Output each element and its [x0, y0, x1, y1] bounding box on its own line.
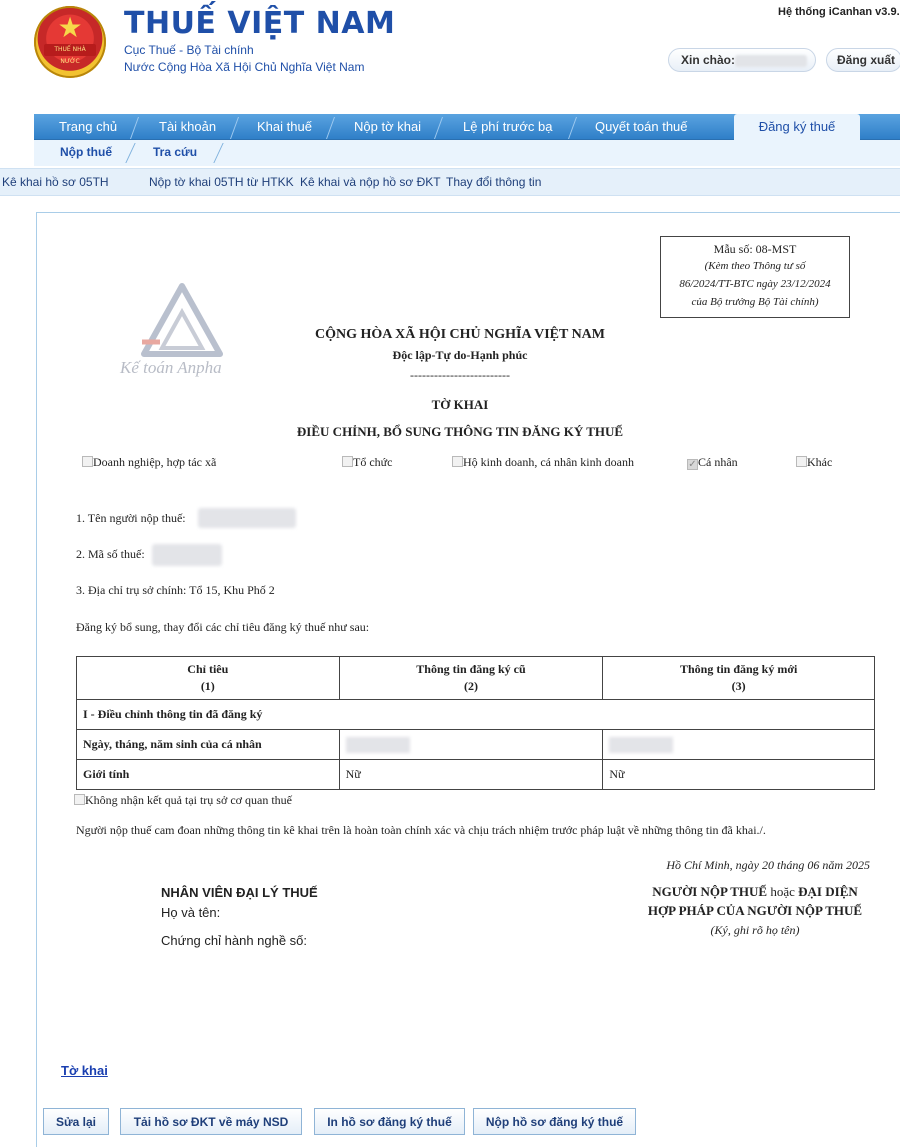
- menu-ke-khai-nop-dkt[interactable]: Kê khai và nộp hồ sơ ĐKT: [300, 175, 441, 189]
- checkbox-no-result[interactable]: [74, 793, 292, 808]
- col-old-info: [339, 657, 603, 700]
- checkbox-doanh-nghiep[interactable]: [82, 455, 216, 470]
- checkbox-label: Khác: [807, 455, 833, 469]
- taxpayer-type-row: [0, 455, 900, 475]
- submit-dkt-button[interactable]: Nộp hồ sơ đăng ký thuế: [473, 1108, 636, 1135]
- to-khai-link[interactable]: Tờ khai: [61, 1063, 108, 1078]
- tab-le-phi-truoc-ba[interactable]: Lệ phí trước bạ: [463, 119, 553, 134]
- tax-emblem-logo: [34, 6, 106, 78]
- nav-separator: [568, 114, 578, 140]
- dang-ky-thue-menu: [0, 168, 900, 196]
- greeting-label: Xin chào:: [681, 53, 736, 67]
- row-label: Giới tính: [77, 760, 340, 790]
- nav-separator: [326, 114, 336, 140]
- checkbox-label: Không nhận kết quả tại trụ sở cơ quan thuế: [85, 793, 292, 807]
- nation-heading: CỘNG HÒA XÃ HỘI CHỦ NGHĨA VIỆT NAM: [314, 327, 605, 342]
- header-title: Thông tin đăng ký mới: [679, 662, 798, 676]
- old-dob-cell: [339, 730, 603, 760]
- menu-nop-to-khai-05th[interactable]: Nộp tờ khai 05TH từ HTKK: [149, 175, 294, 189]
- tab-trang-chu[interactable]: Trang chủ: [59, 119, 118, 134]
- payer-title-or: hoặc: [770, 884, 795, 899]
- divider-line: -------------------------: [410, 368, 510, 382]
- header-num: (1): [200, 679, 215, 693]
- section-title: I - Điều chỉnh thông tin đã đăng ký: [77, 700, 875, 730]
- checkbox-label: Doanh nghiệp, hợp tác xã: [93, 455, 217, 469]
- menu-thay-doi-thong-tin[interactable]: Thay đổi thông tin: [446, 175, 542, 189]
- header-num: (2): [463, 679, 478, 693]
- new-gender-cell: Nữ: [603, 760, 875, 790]
- nav-separator: [230, 114, 240, 140]
- payer-signature-title: [620, 884, 890, 900]
- table-header-row: [77, 657, 875, 700]
- checkbox-label: Hộ kinh doanh, cá nhân kinh doanh: [463, 455, 634, 469]
- header-num: (3): [731, 679, 746, 693]
- taxpayer-name-label: 1. Tên người nộp thuế:: [76, 511, 186, 525]
- new-dob-cell: [603, 730, 875, 760]
- brand-title: THUẾ VIỆT NAM: [124, 6, 396, 41]
- agent-cert-label: Chứng chỉ hành nghề số:: [161, 933, 308, 948]
- form-number: Mẫu số: 08-MST: [713, 242, 797, 256]
- new-dob-redacted: [609, 737, 673, 753]
- payer-title-part: NGƯỜI NỘP THUẾ: [652, 884, 768, 899]
- tax-code-label: 2. Mã số thuế:: [76, 547, 145, 561]
- username-redacted: [735, 55, 807, 67]
- agent-name-label: Họ và tên:: [161, 905, 221, 920]
- commitment-text: Người nộp thuế cam đoan những thông tin kê khai trên là hoàn toàn chính xác và chịu trách nhiệm trước pháp luật về những thông tin đã khai./.: [76, 823, 766, 837]
- agent-title: NHÂN VIÊN ĐẠI LÝ THUẾ: [161, 885, 318, 900]
- col-new-info: [603, 657, 875, 700]
- subtab-tra-cuu[interactable]: Tra cứu: [153, 145, 198, 159]
- site-header: [0, 0, 900, 108]
- watermark-text: Kế toán Anpha: [120, 358, 222, 377]
- main-nav: [34, 114, 900, 140]
- tax-code-redacted: [152, 544, 222, 566]
- payer-signature-note: (Ký, ghi rõ họ tên): [710, 923, 800, 937]
- table-section-row: [77, 700, 875, 730]
- menu-ke-khai-05th[interactable]: Kê khai hồ sơ 05TH: [2, 175, 109, 189]
- checkbox-khac[interactable]: [796, 455, 832, 470]
- payer-signature-title-2: HỢP PHÁP CỦA NGƯỜI NỘP THUẾ: [647, 903, 863, 918]
- date-line: Hồ Chí Minh, ngày 20 tháng 06 năm 2025: [666, 858, 870, 872]
- download-dkt-button[interactable]: Tải hồ sơ ĐKT về máy NSD: [120, 1108, 302, 1135]
- form-circular-line: (Kèm theo Thông tư số: [704, 260, 806, 272]
- old-dob-redacted: [346, 737, 410, 753]
- motto: Độc lập-Tự do-Hạnh phúc: [392, 348, 528, 362]
- form-circular-issuer: của Bộ trưởng Bộ Tài chính): [691, 296, 819, 308]
- tab-dang-ky-thue[interactable]: Đăng ký thuế: [734, 114, 860, 141]
- row-label: Ngày, tháng, năm sinh của cá nhân: [77, 730, 340, 760]
- col-chi-tieu: [77, 657, 340, 700]
- star-icon: ★: [57, 11, 83, 44]
- nav-separator: [213, 143, 223, 163]
- brand-subtitle-1: Cục Thuế - Bộ Tài chính: [124, 43, 254, 57]
- registration-table: [76, 656, 875, 790]
- nav-separator: [434, 114, 444, 140]
- form-number-box: [660, 236, 850, 318]
- table-row: [77, 730, 875, 760]
- old-gender-cell: Nữ: [339, 760, 603, 790]
- greeting-box: [668, 48, 816, 72]
- form-subtitle: ĐIỀU CHỈNH, BỔ SUNG THÔNG TIN ĐĂNG KÝ THUẾ: [296, 424, 624, 439]
- table-row: [77, 760, 875, 790]
- header-title: Thông tin đăng ký cũ: [416, 662, 526, 676]
- form-title: TỜ KHAI: [431, 397, 489, 412]
- subtab-nop-thue[interactable]: Nộp thuế: [60, 145, 112, 159]
- checkbox-ho-kinh-doanh[interactable]: [452, 455, 634, 470]
- nav-separator: [125, 143, 135, 163]
- sub-nav: [34, 140, 900, 166]
- print-dkt-button[interactable]: In hồ sơ đăng ký thuế: [314, 1108, 465, 1135]
- header-title: Chỉ tiêu: [187, 662, 229, 676]
- tab-khai-thue[interactable]: Khai thuế: [257, 119, 312, 134]
- intro-text: Đăng ký bổ sung, thay đổi các chỉ tiêu đăng ký thuế như sau:: [76, 620, 370, 634]
- checkbox-ca-nhan[interactable]: [687, 455, 738, 470]
- taxpayer-name-redacted: [198, 508, 296, 528]
- payer-title-part: ĐẠI DIỆN: [798, 884, 858, 899]
- logout-button[interactable]: Đăng xuất: [826, 48, 900, 72]
- tab-nop-to-khai[interactable]: Nộp tờ khai: [354, 119, 422, 134]
- checkbox-to-chuc[interactable]: [342, 455, 393, 470]
- tab-quyet-toan-thue[interactable]: Quyết toán thuế: [595, 119, 688, 134]
- checkbox-label: Cá nhân: [698, 455, 738, 469]
- system-version: Hệ thống iCanhan v3.9.: [778, 6, 900, 18]
- address-field: 3. Địa chỉ trụ sở chính: Tổ 15, Khu Phố 2: [76, 583, 275, 597]
- tab-tai-khoan[interactable]: Tài khoản: [159, 119, 217, 134]
- edit-button[interactable]: Sửa lại: [43, 1108, 109, 1135]
- brand-subtitle-2: Nước Cộng Hòa Xã Hội Chủ Nghĩa Việt Nam: [124, 60, 365, 74]
- checkbox-label: Tổ chức: [353, 455, 393, 469]
- emblem-text: THUẾ NHÀ NƯỚC: [44, 44, 96, 56]
- form-circular-number: 86/2024/TT-BTC ngày 23/12/2024: [679, 278, 831, 290]
- nav-separator: [130, 114, 140, 140]
